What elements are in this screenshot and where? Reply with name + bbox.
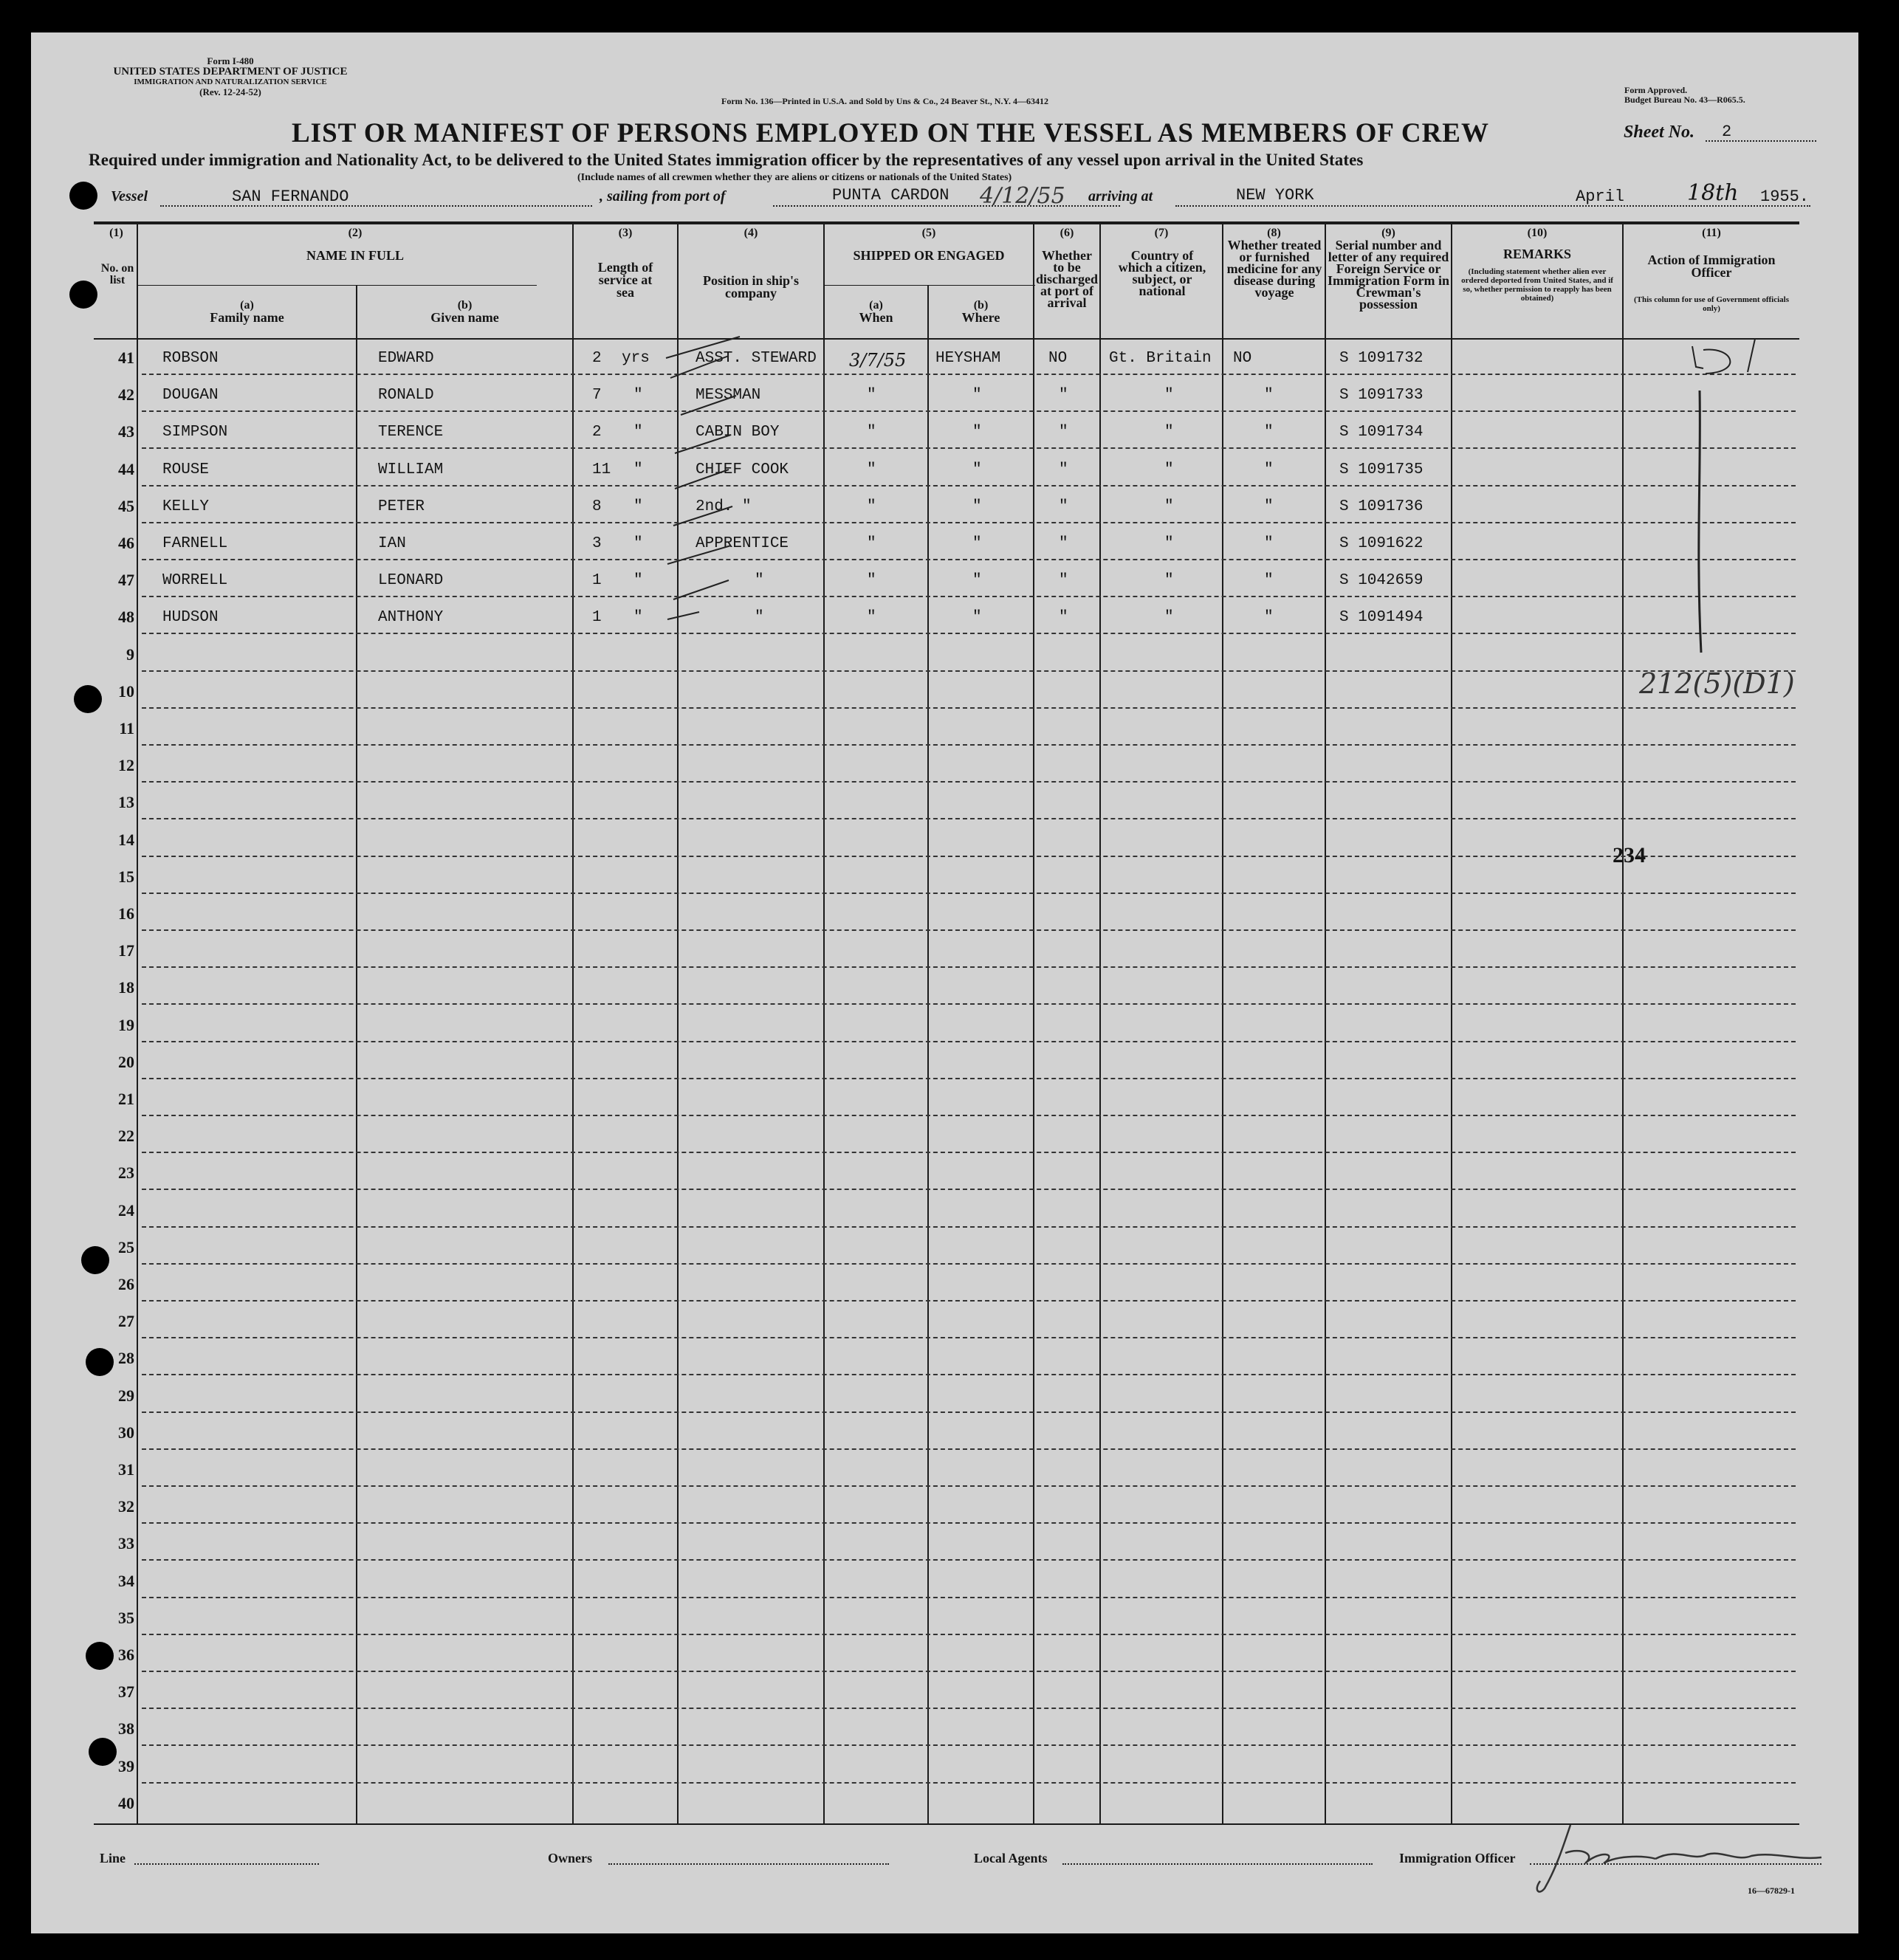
medicine-cell: " bbox=[1264, 535, 1274, 552]
port-date-handwritten: 4/12/55 bbox=[980, 183, 1065, 209]
shipped-where-cell: " bbox=[972, 498, 982, 515]
discharged-cell: " bbox=[1059, 424, 1068, 441]
row-number: 14 bbox=[118, 830, 134, 849]
shipped-where-cell: " bbox=[972, 609, 982, 627]
col9-number: (9) bbox=[1381, 227, 1395, 239]
discharged-cell: " bbox=[1059, 498, 1068, 515]
col7-header: Country of which a citizen, subject, or national bbox=[1118, 248, 1206, 298]
form-number: 16—67829-1 bbox=[1748, 1885, 1795, 1896]
position-cell: " bbox=[755, 572, 764, 590]
given-name-cell: WILLIAM bbox=[378, 461, 444, 478]
family-name-cell: DOUGAN bbox=[162, 387, 219, 405]
col4-number: (4) bbox=[744, 227, 758, 239]
punch-hole bbox=[69, 281, 97, 309]
count-stamp: 234 bbox=[1613, 843, 1646, 867]
col3-header: Length of service at sea bbox=[597, 260, 653, 300]
serial-number-cell: S 1091736 bbox=[1339, 498, 1424, 515]
row-number: 31 bbox=[118, 1460, 134, 1479]
shipped-where-cell: HEYSHAM bbox=[935, 350, 1001, 367]
row-number: 35 bbox=[118, 1608, 134, 1627]
medicine-cell: " bbox=[1264, 424, 1274, 441]
position-cell: ASST. STEWARD bbox=[696, 350, 817, 367]
position-cell: " bbox=[755, 609, 764, 627]
row-number: 32 bbox=[118, 1497, 134, 1516]
arrival-month: April bbox=[1576, 188, 1625, 206]
service-unit-cell: " bbox=[633, 609, 643, 627]
row-number: 43 bbox=[118, 422, 134, 441]
family-name-cell: ROUSE bbox=[162, 461, 210, 478]
country-cell: " bbox=[1164, 424, 1174, 441]
serial-number-cell: S 1091735 bbox=[1339, 461, 1424, 478]
medicine-cell: " bbox=[1264, 609, 1274, 627]
row-number: 40 bbox=[118, 1793, 134, 1812]
col5-header: SHIPPED OR ENGAGED bbox=[853, 248, 1005, 263]
service-length-cell: 3 bbox=[592, 535, 602, 552]
row-number: 33 bbox=[118, 1534, 134, 1553]
col6-header: Whether to be discharged at port of arrival bbox=[1035, 248, 1098, 310]
inclusion-note: (Include names of all crewmen whether they are aliens or citizens or nationals of the United States) bbox=[577, 172, 1012, 183]
family-name-cell: KELLY bbox=[162, 498, 210, 515]
tick-mark bbox=[675, 470, 729, 489]
serial-number-cell: S 1091732 bbox=[1339, 350, 1424, 367]
service-unit-cell: " bbox=[633, 424, 643, 441]
sheet-number-value: 2 bbox=[1722, 123, 1732, 141]
given-name-cell: EDWARD bbox=[378, 350, 434, 367]
row-number: 19 bbox=[118, 1015, 134, 1034]
row-number: 36 bbox=[118, 1646, 134, 1664]
service-length-cell: 8 bbox=[592, 498, 602, 515]
col2b-number: (b) bbox=[457, 299, 473, 312]
row-number: 22 bbox=[118, 1127, 134, 1146]
footer-officer-label: Immigration Officer bbox=[1399, 1851, 1516, 1866]
given-name-cell: PETER bbox=[378, 498, 425, 515]
row-number: 38 bbox=[118, 1719, 134, 1739]
row-number: 9 bbox=[126, 644, 134, 664]
col2a-header: Family name bbox=[210, 310, 284, 325]
arrival-year: 1955. bbox=[1760, 188, 1810, 206]
row-number: 23 bbox=[118, 1163, 134, 1183]
shipped-where-cell: " bbox=[972, 424, 982, 441]
position-cell: APPRENTICE bbox=[696, 535, 789, 552]
given-name-cell: RONALD bbox=[378, 387, 434, 405]
discharged-cell: " bbox=[1059, 461, 1068, 478]
tick-mark bbox=[670, 356, 729, 378]
punch-hole bbox=[69, 182, 97, 210]
col11-header: Action of Immigration Officer bbox=[1647, 252, 1776, 280]
shipped-when-cell: " bbox=[867, 572, 876, 590]
country-cell: " bbox=[1164, 498, 1174, 515]
budget-bureau-line: Budget Bureau No. 43—R065.5. bbox=[1624, 94, 1745, 105]
serial-number-cell: S 1091494 bbox=[1339, 609, 1424, 627]
tick-mark bbox=[667, 546, 731, 564]
footer-line-label: Line bbox=[100, 1851, 126, 1866]
service-name: IMMIGRATION AND NATURALIZATION SERVICE bbox=[134, 78, 327, 86]
row-number: 17 bbox=[118, 941, 134, 960]
service-unit-cell: " bbox=[633, 572, 643, 590]
revision-date: (Rev. 12-24-52) bbox=[199, 86, 261, 97]
serial-number-cell: S 1091734 bbox=[1339, 424, 1424, 441]
arriving-label: arriving at bbox=[1088, 188, 1153, 204]
arrival-day: 18th bbox=[1687, 180, 1739, 206]
row-number: 27 bbox=[118, 1312, 134, 1331]
tick-mark bbox=[673, 506, 732, 526]
service-length-cell: 2 bbox=[592, 424, 602, 441]
given-name-cell: TERENCE bbox=[378, 424, 444, 441]
medicine-cell: " bbox=[1264, 461, 1274, 478]
row-number: 20 bbox=[118, 1052, 134, 1071]
row-number: 16 bbox=[118, 904, 134, 923]
discharged-cell: " bbox=[1059, 572, 1068, 590]
vessel-name: SAN FERNANDO bbox=[232, 188, 349, 206]
department-name: UNITED STATES DEPARTMENT OF JUSTICE bbox=[113, 66, 348, 78]
family-name-cell: FARNELL bbox=[162, 535, 228, 552]
handwritten-marks bbox=[31, 32, 1858, 1933]
serial-number-cell: S 1042659 bbox=[1339, 572, 1424, 590]
country-cell: " bbox=[1164, 572, 1174, 590]
row-number: 13 bbox=[118, 793, 134, 812]
punch-hole bbox=[86, 1642, 114, 1670]
row-number: 41 bbox=[118, 348, 134, 367]
shipped-when-cell: " bbox=[867, 498, 876, 515]
d1-stroke bbox=[1748, 339, 1755, 372]
col2b-header: Given name bbox=[430, 310, 499, 325]
col2a-number: (a) bbox=[240, 299, 254, 312]
given-name-cell: IAN bbox=[378, 535, 406, 552]
col5-number: (5) bbox=[921, 227, 936, 239]
page-subtitle: Required under immigration and Nationality Act, to be delivered to the United States immigration officer by the representatives of any vessel upon arrival in the United States bbox=[89, 151, 1364, 169]
vessel-label: Vessel bbox=[111, 188, 148, 204]
discharged-cell: NO bbox=[1048, 350, 1068, 367]
punch-hole bbox=[89, 1738, 117, 1766]
serial-number-cell: S 1091622 bbox=[1339, 535, 1424, 552]
vertical-bracket bbox=[1699, 391, 1701, 653]
port-name: PUNTA CARDON bbox=[832, 186, 950, 204]
shipped-where-cell: " bbox=[972, 387, 982, 405]
given-name-cell: LEONARD bbox=[378, 572, 444, 590]
position-cell: CABIN BOY bbox=[696, 424, 780, 441]
row-number: 11 bbox=[119, 719, 134, 737]
col5b-header: Where bbox=[961, 310, 1000, 325]
col1-number: (1) bbox=[109, 227, 123, 239]
footer-line-field bbox=[134, 1863, 319, 1865]
country-cell: " bbox=[1164, 461, 1174, 478]
shipped-when-cell: " bbox=[867, 609, 876, 627]
service-length-cell: 2 bbox=[592, 350, 602, 367]
row-number: 12 bbox=[118, 756, 134, 775]
position-cell: CHIEF COOK bbox=[696, 461, 789, 478]
family-name-cell: SIMPSON bbox=[162, 424, 228, 441]
row-number: 39 bbox=[118, 1756, 134, 1775]
col4-header: Position in ship's company bbox=[702, 273, 800, 300]
position-cell: MESSMAN bbox=[696, 387, 761, 405]
col7-number: (7) bbox=[1154, 227, 1169, 239]
footer-owners-label: Owners bbox=[548, 1851, 592, 1866]
row-number: 26 bbox=[118, 1275, 134, 1293]
family-name-cell: WORRELL bbox=[162, 572, 228, 590]
punch-hole bbox=[74, 685, 102, 713]
row-number: 48 bbox=[118, 608, 134, 627]
row-number: 46 bbox=[118, 534, 134, 552]
row-number: 25 bbox=[118, 1237, 134, 1256]
col8-header: Whether treated or furnished medicine for any disease during voyage bbox=[1226, 238, 1322, 300]
country-cell: Gt. Britain bbox=[1109, 350, 1212, 367]
col5b-number: (b) bbox=[973, 299, 989, 312]
medicine-cell: NO bbox=[1233, 350, 1252, 367]
col9-header: Serial number and letter of any required Foreign Service or Immigration Form in Crewman's possession bbox=[1328, 238, 1449, 312]
row-number: 21 bbox=[118, 1090, 134, 1108]
family-name-cell: HUDSON bbox=[162, 609, 219, 627]
shipped-when-cell: " bbox=[867, 461, 876, 478]
row-number: 10 bbox=[118, 681, 134, 701]
footer-owners-field bbox=[608, 1863, 889, 1865]
sheet-number-label: Sheet No. bbox=[1624, 123, 1694, 142]
service-length-cell: 1 bbox=[592, 609, 602, 627]
form-id: Form I-480 bbox=[207, 55, 254, 66]
shipped-when-cell: " bbox=[867, 424, 876, 441]
shipped-when-cell: " bbox=[867, 535, 876, 552]
tick-mark bbox=[667, 612, 699, 619]
service-unit-cell: " bbox=[633, 535, 643, 552]
punch-hole bbox=[81, 1246, 109, 1274]
service-length-cell: 11 bbox=[592, 461, 611, 478]
col3-number: (3) bbox=[618, 227, 633, 239]
country-cell: " bbox=[1164, 609, 1174, 627]
medicine-cell: " bbox=[1264, 498, 1274, 515]
row-number: 24 bbox=[118, 1200, 134, 1220]
footer-agents-label: Local Agents bbox=[974, 1851, 1048, 1866]
row-number: 44 bbox=[118, 459, 134, 478]
service-length-cell: 1 bbox=[592, 572, 602, 590]
row-number: 45 bbox=[118, 496, 134, 515]
approval-line: Form Approved. bbox=[1624, 85, 1688, 95]
discharged-cell: " bbox=[1059, 387, 1068, 405]
discharged-cell: " bbox=[1059, 609, 1068, 627]
destination-name: NEW YORK bbox=[1236, 186, 1314, 204]
tick-mark bbox=[681, 396, 736, 415]
service-unit-cell: yrs bbox=[622, 350, 650, 367]
service-unit-cell: " bbox=[633, 387, 643, 405]
col11-note: (This column for use of Government officials only) bbox=[1633, 295, 1789, 313]
service-length-cell: 7 bbox=[592, 387, 602, 405]
col11-number: (11) bbox=[1702, 227, 1721, 239]
row-number: 47 bbox=[118, 571, 134, 590]
row-number: 15 bbox=[118, 867, 134, 886]
officer-code-handwritten: 212(5)(D1) bbox=[1639, 667, 1795, 700]
country-cell: " bbox=[1164, 387, 1174, 405]
serial-number-cell: S 1091733 bbox=[1339, 387, 1424, 405]
col5a-header: When bbox=[859, 310, 893, 325]
row-number: 30 bbox=[118, 1423, 134, 1442]
col5a-number: (a) bbox=[869, 299, 883, 312]
footer-agents-field bbox=[1062, 1863, 1373, 1865]
shipped-where-cell: " bbox=[972, 572, 982, 590]
col2-header: NAME IN FULL bbox=[306, 248, 404, 263]
tick-mark bbox=[675, 435, 731, 453]
family-name-cell: ROBSON bbox=[162, 350, 219, 367]
given-name-cell: ANTHONY bbox=[378, 609, 444, 627]
service-unit-cell: " bbox=[633, 461, 643, 478]
tick-mark bbox=[666, 337, 740, 358]
position-cell: 2nd. " bbox=[696, 498, 752, 515]
row-number: 34 bbox=[118, 1571, 134, 1590]
discharged-cell: " bbox=[1059, 535, 1068, 552]
col10-note: (Including statement whether alien ever ordered deported from United States, and if so, whether permission to reapply has been obtained) bbox=[1461, 267, 1613, 303]
row-number: 29 bbox=[118, 1386, 134, 1405]
shipped-when-cell: " bbox=[867, 387, 876, 405]
col2-number: (2) bbox=[348, 227, 363, 239]
shipped-where-cell: " bbox=[972, 461, 982, 478]
col6-number: (6) bbox=[1060, 227, 1074, 239]
page-title: LIST OR MANIFEST OF PERSONS EMPLOYED ON THE VESSEL AS MEMBERS OF CREW bbox=[292, 118, 1489, 148]
printer-note: Form No. 136—Printed in U.S.A. and Sold by Uns & Co., 24 Beaver St., N.Y. 4—63412 bbox=[721, 96, 1049, 106]
row-number: 18 bbox=[118, 978, 134, 997]
col10-header: REMARKS bbox=[1503, 247, 1571, 261]
row-number: 28 bbox=[118, 1349, 134, 1368]
country-cell: " bbox=[1164, 535, 1174, 552]
col8-number: (8) bbox=[1267, 227, 1281, 239]
punch-hole bbox=[86, 1348, 114, 1376]
col1-header: No. on list bbox=[100, 262, 134, 286]
medicine-cell: " bbox=[1264, 387, 1274, 405]
sailing-label: , sailing from port of bbox=[600, 188, 726, 204]
service-unit-cell: " bbox=[633, 498, 643, 515]
row-number: 37 bbox=[118, 1682, 134, 1702]
medicine-cell: " bbox=[1264, 572, 1274, 590]
shipped-when-cell: 3/7/55 bbox=[849, 350, 907, 371]
manifest-sheet bbox=[31, 32, 1858, 1933]
row-number: 42 bbox=[118, 385, 134, 405]
col10-number: (10) bbox=[1527, 227, 1548, 239]
shipped-where-cell: " bbox=[972, 535, 982, 552]
tick-mark bbox=[673, 580, 729, 599]
